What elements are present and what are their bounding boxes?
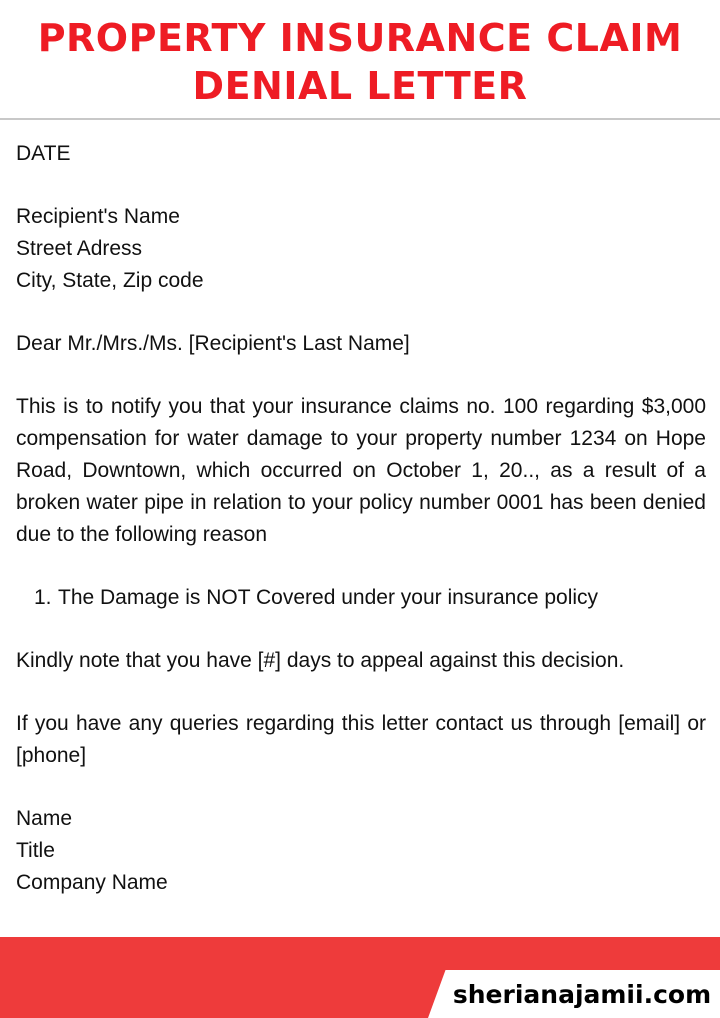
- document-title: [0, 14, 720, 110]
- signature-name: Name: [16, 807, 73, 830]
- title-line-2: DENIAL LETTER: [192, 64, 528, 108]
- appeal-note: Kindly note that you have [#] days to appeal against this decision.: [16, 649, 625, 672]
- signature-title: Title: [16, 839, 55, 862]
- recipient-city: City, State, Zip code: [16, 269, 204, 292]
- list-item-number: 1.: [34, 586, 52, 609]
- header-divider: [0, 118, 720, 120]
- denial-paragraph: This is to notify you that your insurance claims no. 100 regarding $3,000 compensation for water damage to your property number 1234 on Hope Road, Downtown, which occurred on October 1, 20.., as a result of a broken water pipe in relation to your policy number 0001 has been denied due to the following reason: [16, 395, 706, 546]
- date-line: DATE: [16, 142, 71, 165]
- list-item: [16, 582, 706, 614]
- recipient-street: Street Adress: [16, 237, 143, 260]
- letter-body: [16, 138, 706, 899]
- salutation: Dear Mr./Mrs./Ms. [Recipient's Last Name]: [16, 332, 410, 355]
- list-item-text: The Damage is NOT Covered under your insurance policy: [58, 586, 599, 609]
- contact-note: If you have any queries regarding this letter contact us through [email] or [phone]: [16, 712, 706, 767]
- reason-list: [16, 582, 706, 614]
- recipient-name: Recipient's Name: [16, 205, 180, 228]
- title-line-1: PROPERTY INSURANCE CLAIM: [37, 16, 683, 60]
- site-label: sherianajamii.com: [452, 980, 712, 1009]
- signature-company: Company Name: [16, 871, 168, 894]
